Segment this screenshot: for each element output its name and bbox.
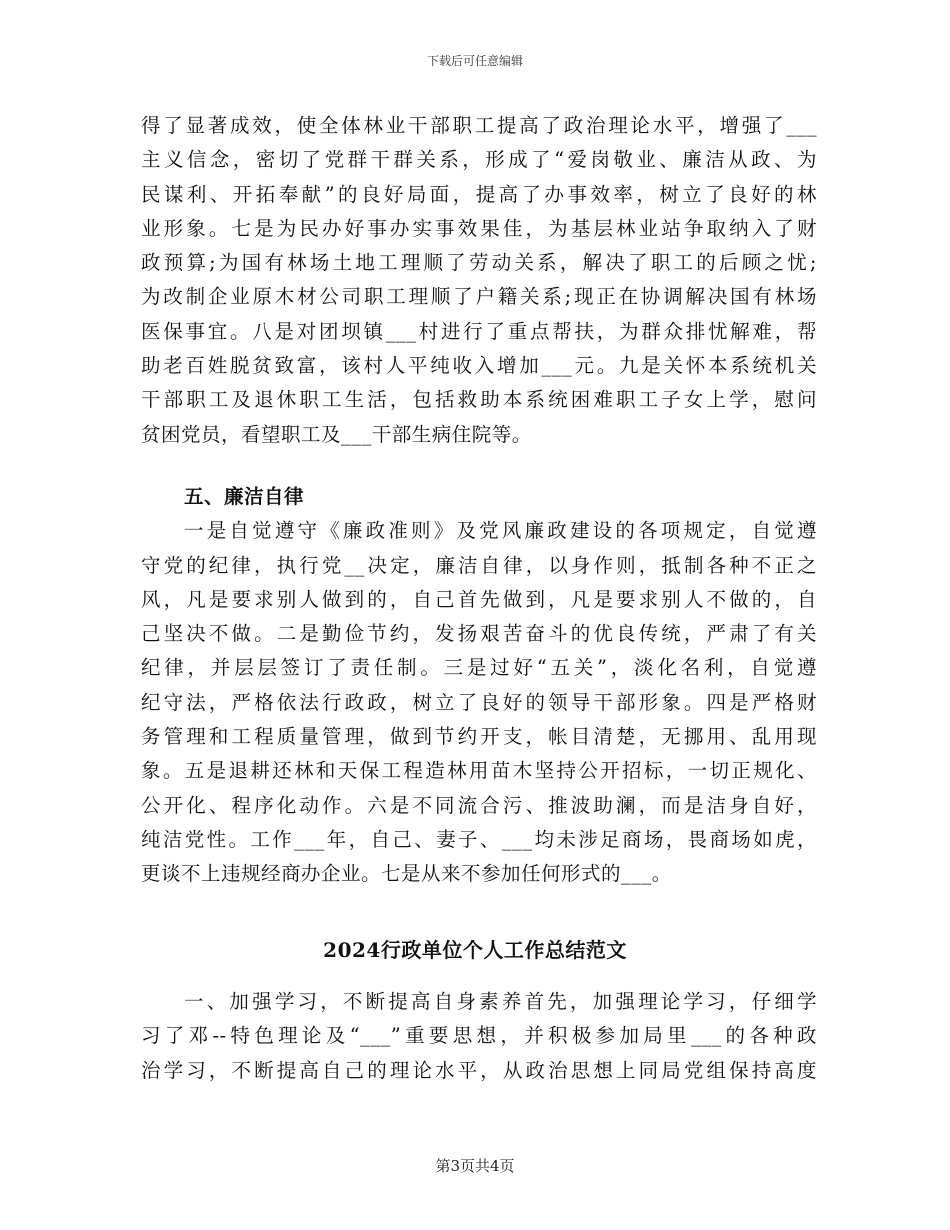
- text-line: 助老百姓脱贫致富，该村人平纯收入增加___元。九是关怀本系统机关: [141, 354, 817, 378]
- text-line: 为改制企业原木材公司职工理顺了户籍关系;现正在协调解决国有林场: [141, 285, 817, 309]
- text-line: 干部职工及退休职工生活，包括救助本系统困难职工子女上学，慰问: [141, 388, 817, 412]
- page-footer: 第3页共4页: [435, 1157, 515, 1175]
- text-line: 象。五是退耕还林和天保工程造林用苗木坚持公开招标，一切正规化、: [141, 759, 817, 783]
- text-line: 主义信念，密切了党群干群关系，形成了“爱岗敬业、廉洁从政、为: [141, 148, 817, 172]
- text-line: 一是自觉遵守《廉政准则》及党风廉政建设的各项规定，自觉遵: [184, 519, 817, 543]
- text-line: 纪律，并层层签订了责任制。三是过好“五关”，淡化名利，自觉遵: [141, 656, 817, 680]
- text-line: 一、加强学习，不断提高自身素养首先，加强理论学习，仔细学: [184, 990, 817, 1013]
- text-line: 更谈不上违规经商办企业。七是从来不参加任何形式的___。: [141, 862, 672, 886]
- text-line: 医保事宜。八是对团坝镇___村进行了重点帮扶，为群众排忧解难，帮: [141, 319, 817, 343]
- text-line: 公开化、程序化动作。六是不同流合污、推波助澜，而是洁身自好，: [141, 793, 817, 817]
- text-line: 务管理和工程质量管理，做到节约开支，帐目清楚，无挪用、乱用现: [141, 725, 817, 749]
- text-line: 守党的纪律，执行党__决定，廉洁自律，以身作则，抵制各种不正之: [141, 553, 817, 577]
- text-line: 己坚决不做。二是勤俭节约，发扬艰苦奋斗的优良传统，严肃了有关: [141, 622, 817, 646]
- text-line: 风，凡是要求别人做到的，自己首先做到，凡是要求别人不做的，自: [141, 587, 817, 611]
- page-header: 下载后可任意编辑: [426, 54, 523, 68]
- text-line: 贫困党员，看望职工及___干部生病住院等。: [141, 422, 532, 446]
- text-line: 政预算;为国有林场土地工理顺了劳动关系，解决了职工的后顾之忧;: [141, 251, 817, 275]
- document-title: 2024行政单位个人工作总结范文: [323, 938, 627, 962]
- text-line: 纯洁党性。工作___年，自己、妻子、___均未涉足商场，畏商场如虎，: [141, 827, 817, 851]
- paragraph-section-1: [141, 109, 817, 452]
- section-lianjie: [141, 480, 817, 892]
- paragraph-section-3: [141, 985, 817, 1088]
- text-line: 治学习，不断提高自己的理论水平，从政治思想上同局党组保持高度: [141, 1058, 817, 1082]
- section-heading: 五、廉洁自律: [184, 485, 305, 508]
- text-line: 习了邓--特色理论及“___”重要思想，并积极参加局里___的各种政: [141, 1024, 817, 1048]
- text-line: 业形象。七是为民办好事办实事效果佳，为基层林业站争取纳入了财: [141, 216, 817, 240]
- text-line: 纪守法，严格依法行政政，树立了良好的领导干部形象。四是严格财: [141, 690, 817, 714]
- text-line: 得了显著成效，使全体林业干部职工提高了政治理论水平，增强了___: [141, 114, 817, 137]
- text-line: 民谋利、开拓奉献”的良好局面，提高了办事效率，树立了良好的林: [141, 182, 817, 206]
